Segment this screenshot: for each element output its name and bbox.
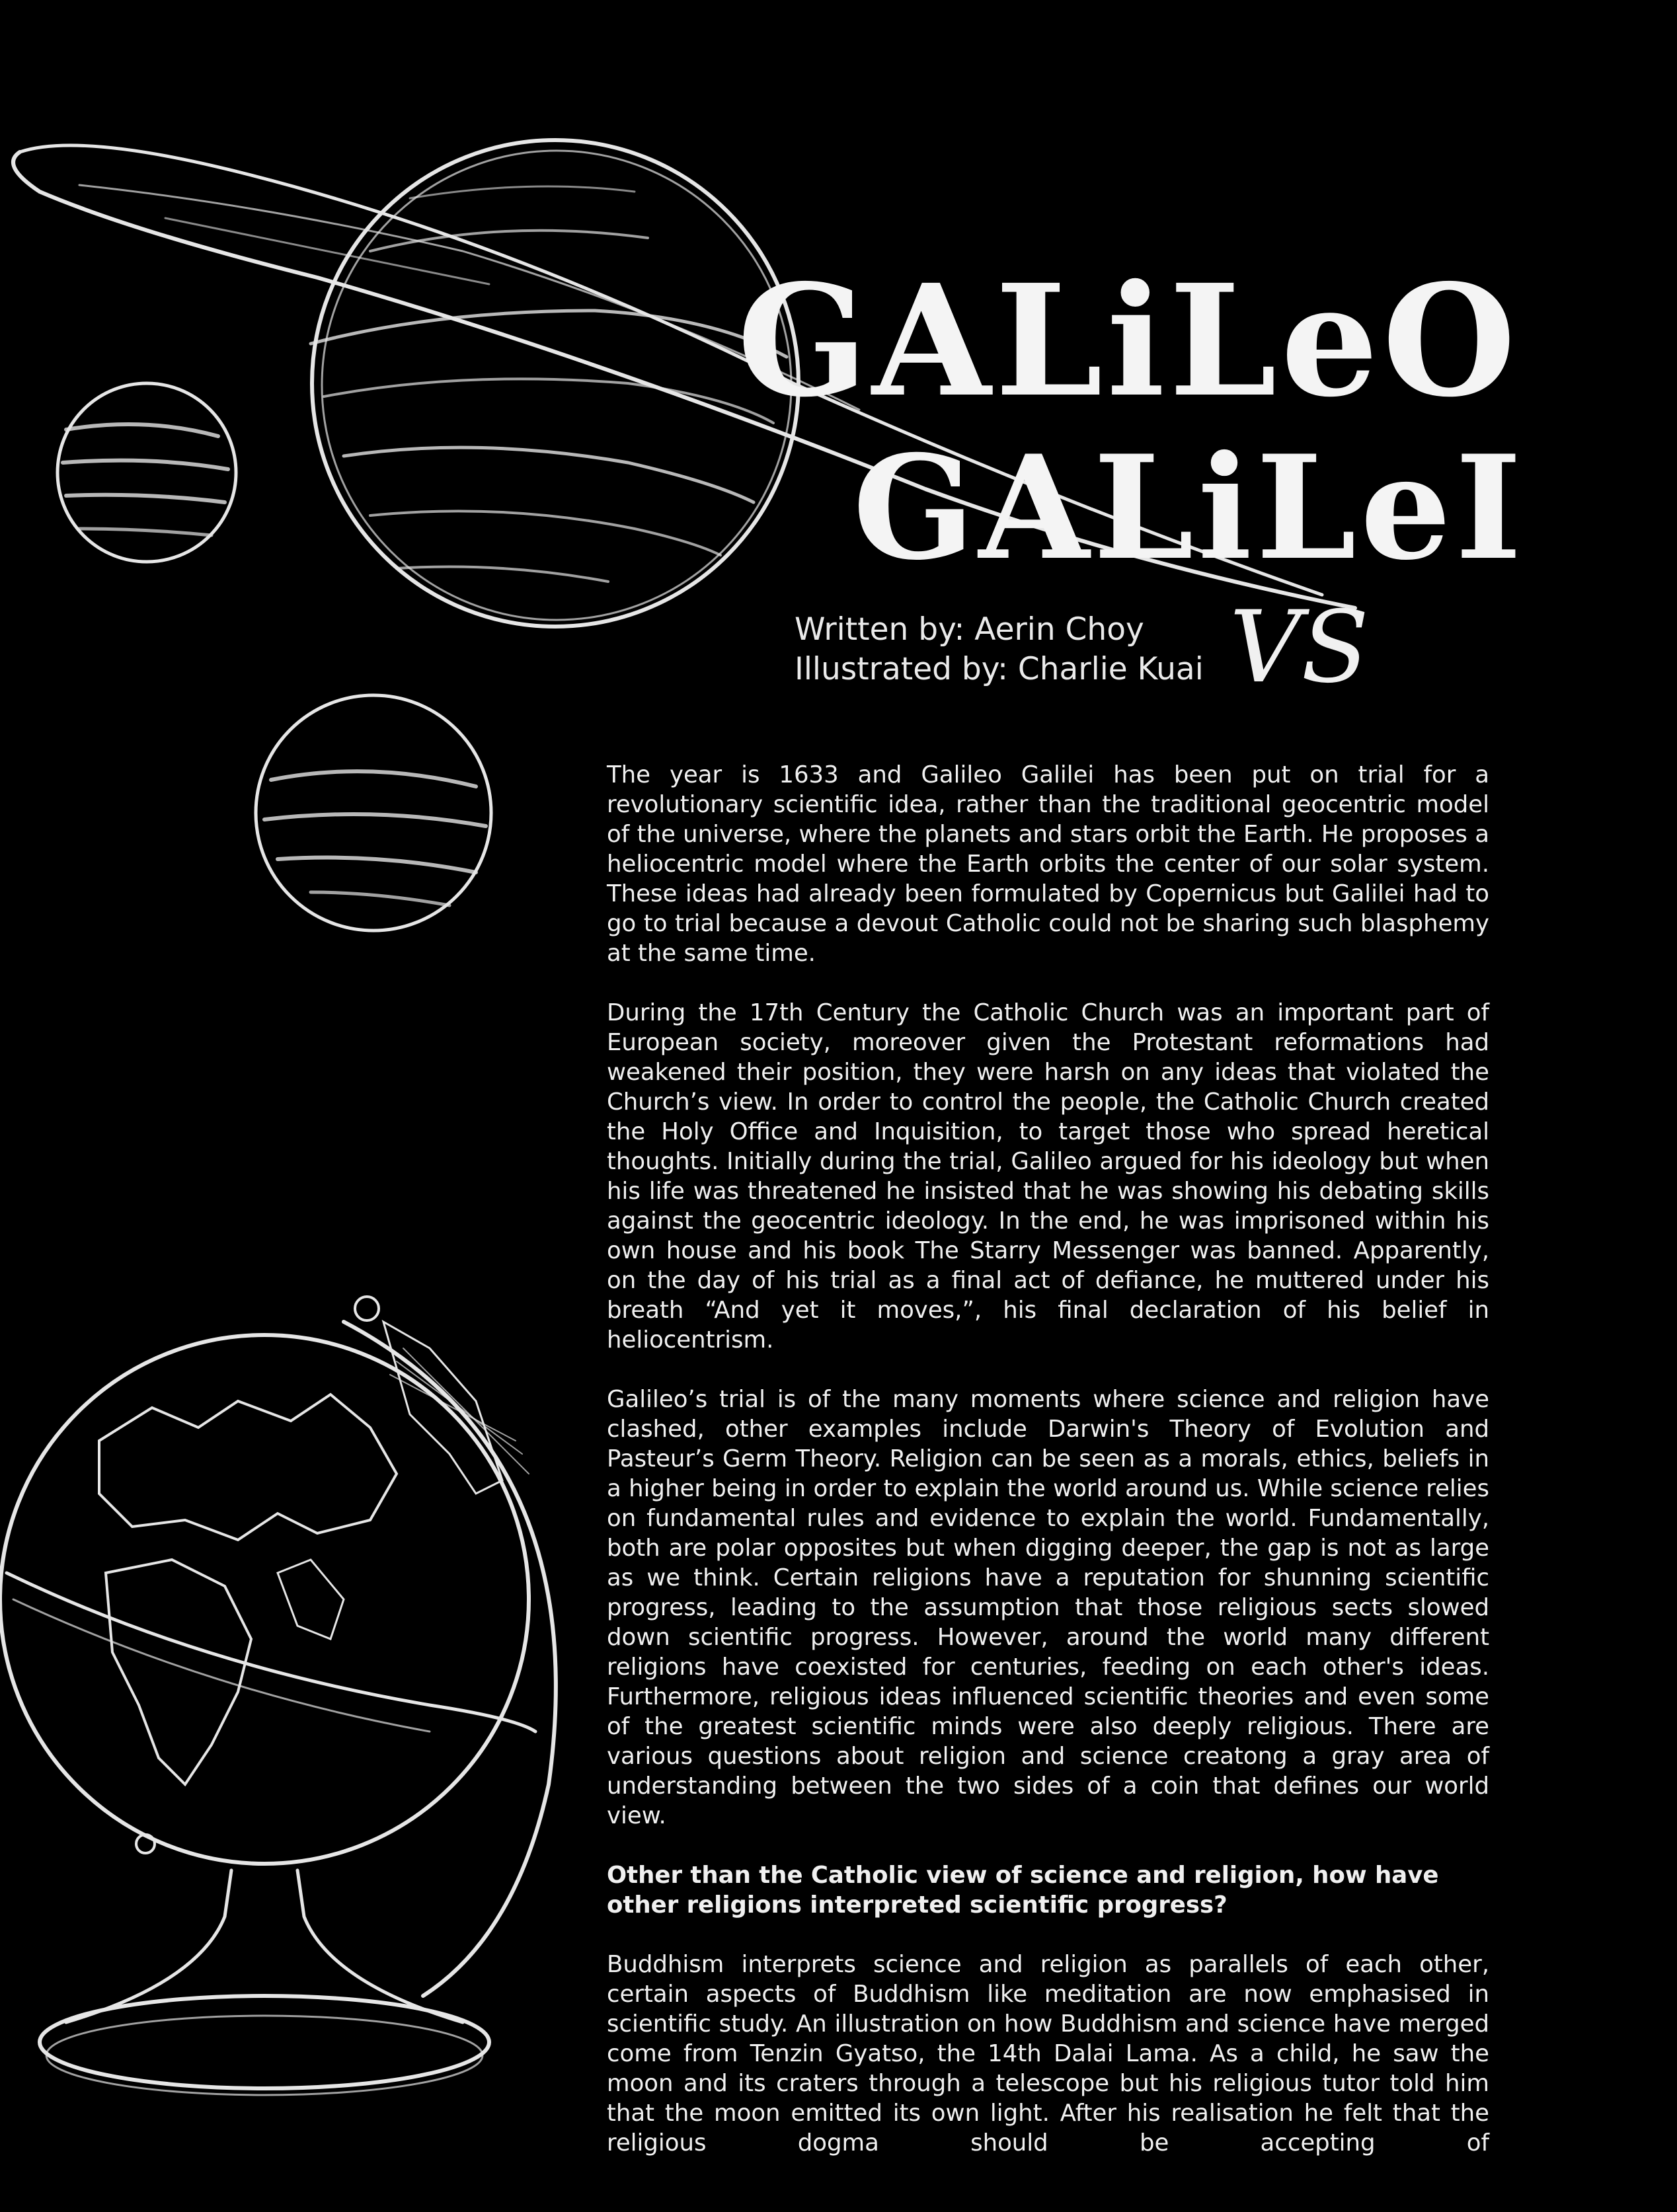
title-line-2: GALiLeI [853, 424, 1526, 591]
paragraph-1: The year is 1633 and Galileo Galilei has been put on trial for a revolutionary scientific idea, rather than the traditional geocentric model of the universe, where the planets and stars orbit the Earth. He proposes a heliocentric model where the Earth orbits the center of our solar system. These ideas had already been formulated by Copernicus but Galilei had to go to trial because a devout Catholic could not be sharing such blasphemy at the same time. [607, 761, 1489, 967]
title-line-1: GALiLeO [737, 250, 1520, 431]
paragraph-3: Galileo’s trial is of the many moments where science and religion have clashed, other examples include Darwin's Theory of Evolution and Pasteur’s Germ Theory. Religion can be seen as a morals, ethics, beliefs in a higher being in order to explain the world around us. While science relies on fundamental rules and evidence to explain the world. Fundamentally, both are polar opposites but when digging deeper, the gap is not as large as we think. Certain religions have a reputation for shunning scientific progress, leading to the assumption that those religious sects slowed down scientific progress. However, around the world many different religions have coexisted for centuries, feeding on each other's ideas. Furthermore, religious ideas influenced scientific theories and even some of the greatest scientific minds were also deeply religious. There are various questions about religion and science creatong a gray area of understanding between the two sides of a coin that defines our world view. [607, 1386, 1489, 1829]
planet-illustration [256, 695, 491, 931]
illustrator-credit: Illustrated by: Charlie Kuai [795, 651, 1204, 687]
small-planet-illustration [58, 383, 236, 562]
globe-illustration [0, 1297, 556, 2095]
writer-credit: Written by: Aerin Choy [795, 611, 1144, 648]
paragraph-4: Buddhism interprets science and religion as parallels of each other, certain aspects of Buddhism like meditation are now emphasised in scientific study. An illustration on how Buddhism and science have merged come from Tenzin Gyatso, the 14th Dalai Lama. As a child, he saw the moon and its craters through a telescope but his religious tutor told him that the moon emitted its own light. After his realisation he felt that the religious dogma should be accepting of [607, 1951, 1489, 2156]
question-heading: Other than the Catholic view of science and religion, how have other religions interpreted scientific progress? [607, 1862, 1439, 1919]
article-body [607, 760, 1489, 2188]
paragraph-2: During the 17th Century the Catholic Church was an important part of European society, moreover given the Protestant reformations had weakened their position, they were harsh on any ideas that violated the Church’s view. In order to control the people, the Catholic Church created the Holy Office and Inquisition, to target those who spread heretical thoughts. Initially during the trial, Galileo argued for his ideology but when his life was threatened he insisted that he was showing his debating skills against the geocentric ideology. In the end, he was imprisoned within his own house and his book The Starry Messenger was banned. Apparently, on the day of his trial as a final act of defiance, he muttered under his breath “And yet it moves,”, his final declaration of his belief in heliocentrism. [607, 999, 1489, 1354]
vs-label: VS [1229, 590, 1370, 705]
